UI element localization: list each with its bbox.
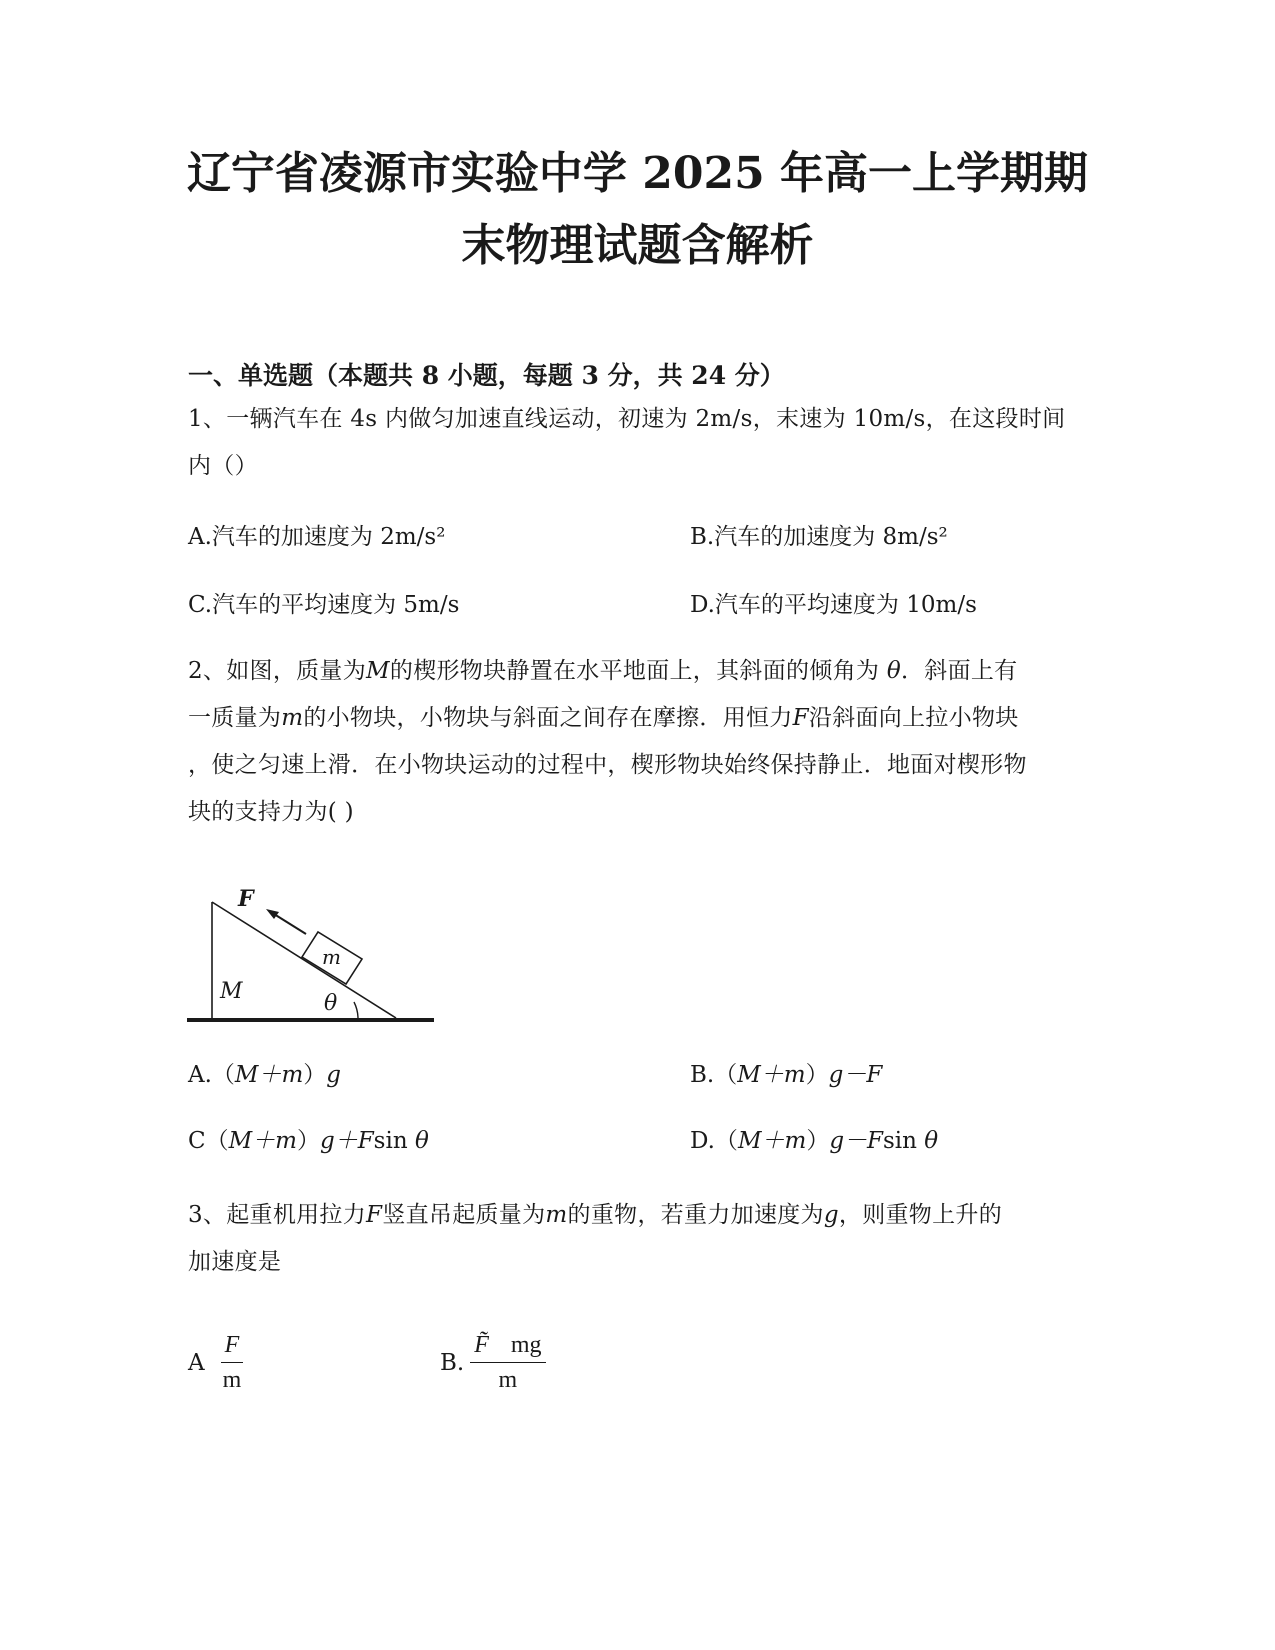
opt-trig: sin bbox=[373, 1128, 415, 1154]
q2-text: 2、如图，质量为 bbox=[188, 658, 367, 684]
fraction-F-minus-mg-over-m bbox=[470, 1332, 545, 1394]
opt-expr: g－F bbox=[829, 1128, 883, 1154]
page-title bbox=[0, 140, 1275, 280]
label-m: m bbox=[322, 945, 341, 969]
opt-label: B. bbox=[440, 1350, 465, 1376]
force-arrow-shaft bbox=[274, 914, 306, 934]
q3-var-g: g bbox=[823, 1202, 839, 1228]
opt-text: ） bbox=[806, 1128, 830, 1154]
numerator-F: F̃ bbox=[474, 1332, 489, 1358]
q2-line-3: ，使之匀速上滑．在小物块运动的过程中，楔形物块始终保持静止．地面对楔形物 bbox=[188, 752, 1027, 778]
opt-label: A bbox=[188, 1350, 205, 1376]
q2-text: 的小物块，小物块与斜面之间存在摩擦．用恒力 bbox=[303, 705, 793, 731]
q1-option-d[interactable]: D.汽车的平均速度为 10m/s bbox=[690, 592, 977, 618]
q2-option-c[interactable] bbox=[188, 1122, 429, 1155]
opt-expr: g－F bbox=[828, 1062, 883, 1088]
q1-option-c[interactable]: C.汽车的平均速度为 5m/s bbox=[188, 592, 460, 618]
title-line-2: 末物理试题含解析 bbox=[461, 220, 814, 271]
q3-text: ，则重物上升的 bbox=[838, 1202, 1002, 1228]
q2-var-F: F bbox=[792, 705, 809, 731]
q2-text: ．斜面上有 bbox=[900, 658, 1018, 684]
q2-option-d[interactable] bbox=[690, 1122, 938, 1155]
opt-expr: M＋m bbox=[234, 1062, 304, 1088]
q2-text: 沿斜面向上拉小物块 bbox=[808, 705, 1019, 731]
opt-expr: M＋m bbox=[737, 1062, 806, 1088]
fraction-denominator: m bbox=[222, 1367, 242, 1393]
label-theta: θ bbox=[324, 991, 338, 1016]
opt-angle: θ bbox=[414, 1128, 429, 1154]
q2-line-4: 块的支持力为( ) bbox=[188, 799, 354, 825]
opt-text: ） bbox=[303, 1062, 327, 1088]
q3-text: 竖直吊起质量为 bbox=[382, 1202, 546, 1228]
q2-text: 的楔形物块静置在水平地面上，其斜面的倾角为 bbox=[389, 658, 887, 684]
section-heading: 一、单选题（本题共 8 小题，每题 3 分，共 24 分） bbox=[188, 361, 785, 390]
q2-option-b[interactable] bbox=[690, 1056, 882, 1089]
question-1 bbox=[188, 396, 1088, 490]
opt-angle: θ bbox=[924, 1128, 939, 1154]
fraction-F-over-m bbox=[221, 1332, 244, 1394]
fraction-numerator bbox=[470, 1332, 545, 1363]
q3-text: 的重物，若重力加速度为 bbox=[567, 1202, 824, 1228]
q3-option-b[interactable] bbox=[440, 1332, 546, 1394]
numerator-mg: mg bbox=[510, 1332, 542, 1358]
label-F: F bbox=[238, 886, 254, 912]
title-line-1: 辽宁省凌源市实验中学 2025 年高一上学期期 bbox=[186, 148, 1089, 199]
opt-text: D.（ bbox=[690, 1128, 738, 1154]
q1-line-2: 内（） bbox=[188, 453, 258, 479]
q3-line-2: 加速度是 bbox=[188, 1249, 282, 1275]
incline-diagram bbox=[182, 870, 442, 1040]
q2-line-2 bbox=[188, 695, 1088, 742]
question-3 bbox=[188, 1192, 1088, 1286]
opt-expr: g bbox=[326, 1062, 342, 1088]
opt-trig: sin bbox=[883, 1128, 925, 1154]
q2-var-m: m bbox=[281, 705, 304, 731]
q1-option-a[interactable]: A.汽车的加速度为 2m/s² bbox=[188, 524, 446, 550]
fraction-numerator: F bbox=[221, 1332, 244, 1363]
q2-text: 一质量为 bbox=[188, 705, 282, 731]
force-arrow-head bbox=[266, 909, 279, 919]
angle-arc bbox=[354, 1002, 358, 1020]
q2-option-a[interactable] bbox=[188, 1056, 341, 1089]
q3-line-1 bbox=[188, 1192, 1088, 1239]
opt-expr: g＋F bbox=[319, 1128, 374, 1154]
opt-text: C（ bbox=[188, 1128, 229, 1154]
q3-var-F: F bbox=[366, 1202, 383, 1228]
opt-text: ） bbox=[805, 1062, 829, 1088]
q2-var-theta: θ bbox=[886, 658, 901, 684]
opt-text: A.（ bbox=[188, 1062, 235, 1088]
q3-text: 3、起重机用拉力 bbox=[188, 1202, 367, 1228]
opt-expr: M＋m bbox=[737, 1128, 807, 1154]
fraction-denominator: m bbox=[498, 1367, 518, 1393]
label-M: M bbox=[220, 979, 243, 1004]
q1-line-1: 1、一辆汽车在 4s 内做匀加速直线运动，初速为 2m/s，末速为 10m/s，在这段时间 bbox=[188, 406, 1066, 432]
question-2 bbox=[188, 648, 1088, 836]
opt-text: ） bbox=[296, 1128, 320, 1154]
opt-expr: M＋m bbox=[228, 1128, 297, 1154]
q2-var-M: M bbox=[366, 658, 390, 684]
q2-line-1 bbox=[188, 648, 1088, 695]
q3-var-m: m bbox=[545, 1202, 568, 1228]
q1-option-b[interactable]: B.汽车的加速度为 8m/s² bbox=[690, 524, 948, 550]
q3-option-a[interactable] bbox=[188, 1332, 243, 1394]
opt-text: B.（ bbox=[690, 1062, 738, 1088]
